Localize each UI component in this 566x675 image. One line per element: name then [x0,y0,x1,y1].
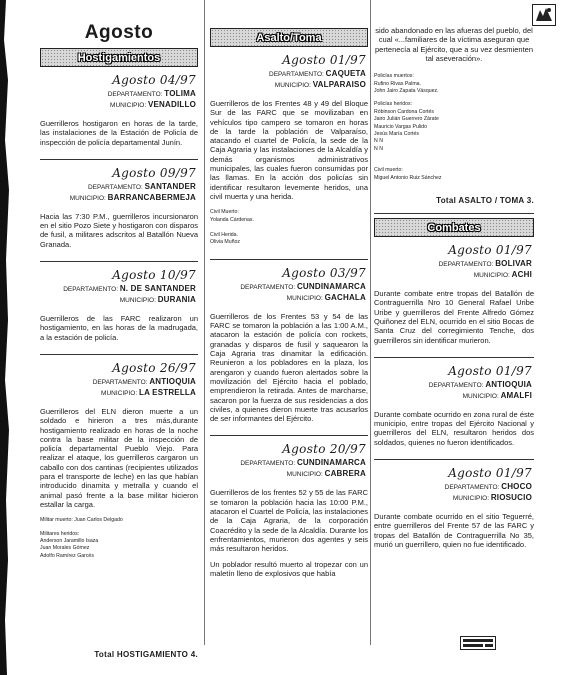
entry-municipality: MUNICIPIO: VALPARAISO [274,80,366,89]
entry [40,361,198,560]
entry [40,166,198,249]
month-title: Agosto [84,22,154,43]
victim-line: Miguel Antonio Ruiz Sánchez [374,174,442,181]
entry-text: Guerrilleros hostigaron en horas de la tarde, las instalaciones de la Estación de Policía de inspección de policía departamental Junín. [40,119,198,147]
entry-municipality: MUNICIPIO: AMALFI [462,390,532,400]
victim-line: Yolanda Cárdenas. [210,216,254,223]
total-hostigamiento: Total HOSTIGAMIENTO 4. [94,650,198,659]
victim-line: Mauricio Vargas Pulido [374,123,427,130]
total-asalto-toma: Total ASALTO / TOMA 3. [436,196,534,206]
entry-date: Agosto 01/97 [448,243,532,258]
entry-municipality: MUNICIPIO: CABRERA [286,469,366,479]
entry-municipality: MUNICIPIO: GACHALA [286,292,366,302]
entry-date: Agosto 10/97 [112,268,196,283]
entry-separator [374,459,534,460]
entry-department: DEPARTAMENTO: ANTIOQUIA [428,379,532,389]
entry-date: Agosto 01/97 [448,363,532,378]
entry [374,466,534,549]
entry [40,73,198,147]
section-banner-asalto-toma: Asalto/Toma [210,28,368,47]
column-divider [204,0,205,645]
victim-gap [210,224,368,232]
victim-line: Civil muerto: [374,167,403,174]
victim-line: Policías muertos: [374,73,414,80]
victim-line: Militar muerto: Juan Carlos Delgado [40,517,123,524]
torn-edge-decoration [0,0,14,675]
entry-department: DEPARTAMENTO: BOLIVAR [438,259,532,269]
entry-text: Durante combate ocurrido en el sitio Teguerré, entre guerrilleros del Frente 57 de las FARC y tropas del Batallón de Contraguerrilla No 35, murió un guerrillero, quien no fue identificado. [374,512,534,549]
publication-logo-icon [532,4,556,26]
section-banner-hostigamientos: Hostigamientos [40,48,198,67]
victim-list [210,209,368,247]
section-banner-combates: Combates [374,218,534,237]
entry-text: Guerrilleros de las FARC realizaron un hostigamiento, en las horas de la madrugada, a la estación de policía. [40,314,198,342]
victim-line: Olivia Muñoz [210,239,240,246]
entry-department: DEPARTAMENTO: CUNDINAMARCA [240,458,366,468]
entry-separator [40,354,198,355]
entry-municipality: MUNICIPIO: BARRANCABERMEJA [69,192,196,202]
victim-gap [374,153,534,167]
entry [210,442,368,578]
victim-line: Policías heridos: [374,101,413,108]
victim-line: Juan Morales Gómez [40,545,90,552]
entry-date: Agosto 01/97 [448,466,532,481]
entry-municipality: MUNICIPIO: VENADILLO [110,100,196,109]
entry-separator [210,259,368,260]
column-continuation-combates [374,0,534,549]
entry-municipality: MUNICIPIO: DURANIA [119,295,196,305]
entry-department: DEPARTAMENTO: CHOCO [444,482,532,492]
entry-separator [40,159,198,160]
victim-line: Rufino Rivas Palma. [374,80,421,87]
entry-text-continued: Un poblador resultó muerto al tropezar con un maletín lleno de explosivos que había [210,559,368,578]
entry-date: Agosto 26/97 [112,360,196,375]
entry-department: DEPARTAMENTO: ANTIOQUIA [92,376,196,386]
entry [374,243,534,345]
entry-department: DEPARTAMENTO: CUNDINAMARCA [240,281,366,291]
entry-text: Durante combate entre tropas del Batallón de Contraguerrilla Nro 10 General Rafael Uribe Uribe y guerrilleros del Frente Alfredo Gómez Quiñonez del ELN, ocurrido en el sitio Bocas de Santa Cruz del corregimiento Tenche, dos guerrilleros sin identificar murieron. [374,289,534,345]
entry-separator [40,261,198,262]
entry [374,364,534,447]
entry-text: Guerrilleros del ELN dieron muerte a un soldado e hirieron a tres más,durante hostigamiento realizado en horas de la noche contra la base militar de la inspección de policía departamental Pueblo Viejo. Para realizar el ataque, los guerrilleros cargaron un caballo con dos cantinas (recipientes utilizados para el transporte de leche) en las que habían introducido dinamita y metralla y cuando el animal pasó frente a la base militar hicieron estallar la carga. [40,406,198,509]
entry-separator [374,357,534,358]
entry-text: Guerrilleros de los frentes 52 y 55 de las FARC se tomaron la población hacia las 10:00 P.M., atacaron el Cuartel de Policía, las instalaciones de la Caja Agraria, de la corporación Coacrédito y la sede de la Alcaldía. Durante los enfrentamientos, murieron dos agentes y seis más resultaron heridos. [210,488,368,554]
entry-municipality: MUNICIPIO: RIOSUCIO [452,493,532,503]
column-asalto-toma [210,0,368,578]
entry-department: DEPARTAMENTO: N. DE SANTANDER [63,284,196,294]
entry-department: DEPARTAMENTO: SANTANDER [87,181,196,191]
victim-line: Civil Herida. [210,232,238,239]
entry [210,53,368,247]
victim-line: John Jairo Zapata Vásquez. [374,88,439,94]
entry-date: Agosto 03/97 [282,265,366,280]
victim-list [374,73,534,182]
entry-text: Hacia las 7:30 P.M., guerrilleros incursionaron en el sitio Pozo Siete y hostigaron con disparos de fusil, a militares adscritos al Batallón Nueva Granada. [40,211,198,249]
entry-date: Agosto 20/97 [282,442,366,457]
entry-municipality: MUNICIPIO: ACHI [473,270,532,280]
victim-line: Militares heridos: [40,530,80,537]
entry [40,268,198,342]
entry-text: Guerrilleros de los Frentes 48 y 49 del Bloque Sur de las FARC que se movilizaban en vehículos tipo campero se tomaron en horas de la tarde la población de Valparaíso, atacando el cuartel de Policía, la sede de la Caja Agraria y las instalaciones de la Alcaldía y demás organismos administrativos municipales, las cuales fueron consumidas por las llamas. En la acción dos policías sin identificar resultaron levemente heridos, una civil muerta y una herida. [210,99,368,201]
column-hostigamientos [40,0,198,560]
victim-line: Civil Muerto: [210,209,239,216]
victim-line: Anderson Jaramillo Isaza [40,538,99,545]
continuation-text: sido abandonado en las afueras del pueblo, del cual «...familiares de la víctima aseguran que pertenecía al Ejército, que a su vez desmienten tal aseveración». [374,26,533,63]
entry-separator [374,213,534,214]
entry-date: Agosto 09/97 [112,165,196,180]
victim-line: N N [374,145,383,152]
victim-line: Róbinson Cardona Cortés [374,108,434,115]
entry-date: Agosto 04/97 [112,73,196,87]
victim-list [40,517,198,560]
entry-department: DEPARTAMENTO: TOLIMA [107,89,196,98]
entry-text: Guerrilleros de los Frentes 53 y 54 de las FARC se tomaron la población a las 1:00 A.M., atacaron la estación de policía con rockets, granadas y disparos de fusil y saquearon la Caja Agraria tras dinamitar la edificación. Reunieron a los pobladores en la plaza, los arengaron y cuando fueron alertados sobre la movilización del Ejército hacia el poblado, emprendieron la retirada. Antes de marcharse, sacaron por la fuerza de sus residencias a dos civiles, a quienes dieron muerte tras acusarlos de ser informantes del Ejército. [210,311,368,424]
victim-line: Adolfo Ramírez Garcés [40,552,94,559]
publication-mark-icon [460,636,496,650]
entry-date: Agosto 01/97 [282,53,366,67]
victim-line: Jesús María Cortés [374,131,419,138]
entry-separator [210,435,368,436]
entry-department: DEPARTAMENTO: CAQUETA [269,69,366,78]
entry-text: Durante combate ocurrido en zona rural de éste municipio, entre tropas del Ejército Nacional y guerrilleros del ELN, resultaron heridos dos soldados, quienes no fueron identificados. [374,409,534,447]
column-divider [370,0,371,645]
victim-line: N N [374,138,383,145]
entry [210,266,368,424]
victim-line: Jairo Julián Guerrero Zárate [374,116,439,123]
entry-municipality: MUNICIPIO: LA ESTRELLA [101,387,196,397]
